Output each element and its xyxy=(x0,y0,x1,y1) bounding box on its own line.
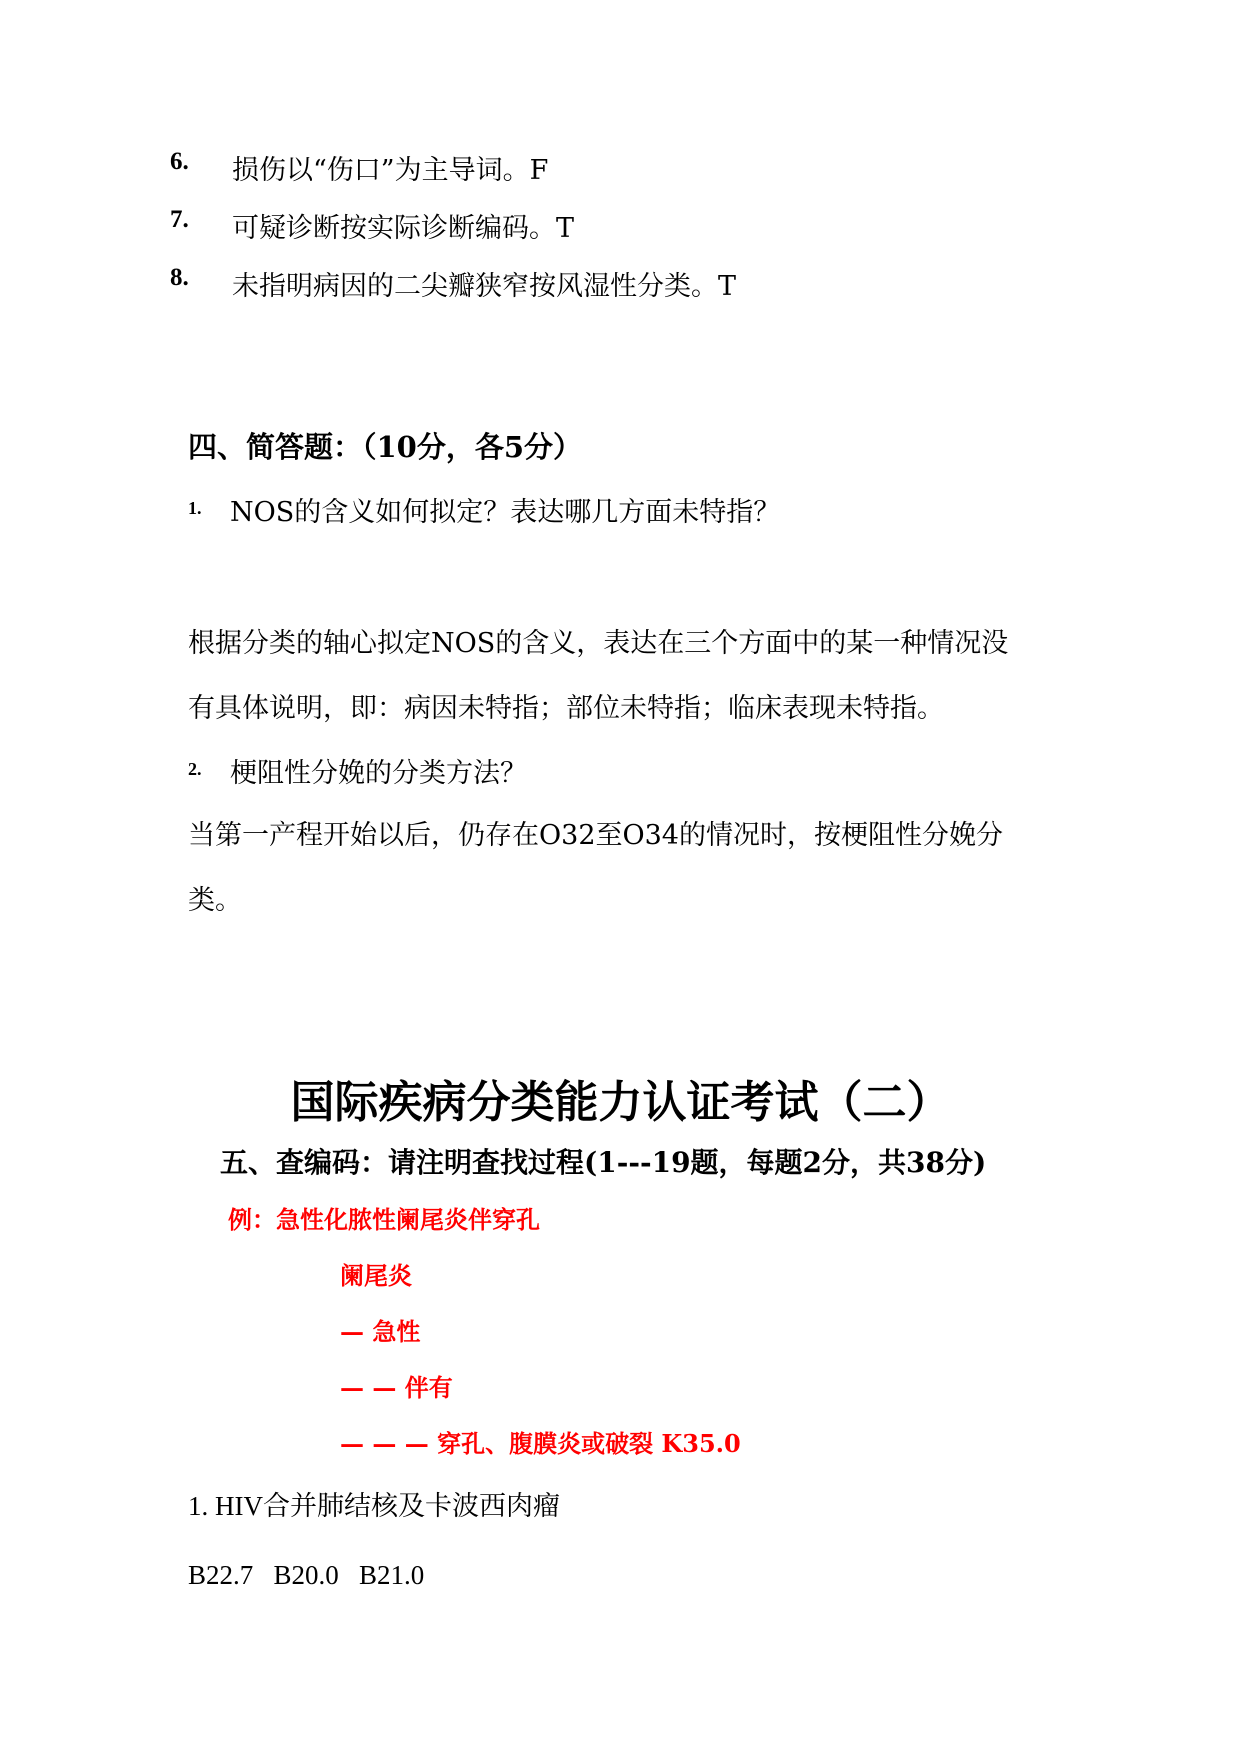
item-number: 7. xyxy=(170,206,189,233)
example-label: 例：急性化脓性阑尾炎伴穿孔 xyxy=(228,1205,540,1234)
question-1 xyxy=(188,490,988,526)
example-step-4: — — — 穿孔、腹膜炎或破裂 K35.0 xyxy=(340,1429,741,1458)
tf-item-7 xyxy=(170,206,970,242)
section-4-heading: 四、简答题：（10分，各5分） xyxy=(188,430,583,464)
item-text: 未指明病因的二尖瓣狭窄按风湿性分类。T xyxy=(232,271,737,302)
question-prefix: 1. HIV xyxy=(188,1491,263,1521)
answer-2-line-2: 类。 xyxy=(188,885,242,916)
question-number: 2. xyxy=(188,759,202,779)
tf-item-8 xyxy=(170,264,970,300)
code-answer-1: B22.7 B20.0 B21.0 xyxy=(188,1560,425,1590)
code-question-1 xyxy=(188,1484,560,1523)
item-text: 损伤以“伤口”为主导词。F xyxy=(232,155,549,186)
section-5-heading: 五、查编码：请注明查找过程(1---19题，每题2分，共38分) xyxy=(220,1146,987,1179)
item-number: 6. xyxy=(170,148,189,175)
question-text: 梗阻性分娩的分类方法？ xyxy=(230,758,527,789)
item-number: 8. xyxy=(170,264,189,291)
question-text: 合并肺结核及卡波西肉瘤 xyxy=(263,1491,560,1522)
tf-item-6 xyxy=(170,148,970,184)
question-2 xyxy=(188,751,988,787)
question-text: NOS的含义如何拟定？表达哪几方面未特指？ xyxy=(230,497,781,528)
answer-1-line-2: 有具体说明，即：病因未特指；部位未特指；临床表现未特指。 xyxy=(188,693,944,724)
answer-2-line-1: 当第一产程开始以后，仍存在O32至O34的情况时，按梗阻性分娩分 xyxy=(188,820,1003,851)
item-text: 可疑诊断按实际诊断编码。T xyxy=(232,213,575,244)
question-number: 1. xyxy=(188,498,202,518)
example-step-3: — — 伴有 xyxy=(340,1373,453,1402)
example-step-2: — 急性 xyxy=(340,1317,421,1346)
answer-1-line-1: 根据分类的轴心拟定NOS的含义，表达在三个方面中的某一种情况没 xyxy=(188,628,1009,659)
exam-title: 国际疾病分类能力认证考试（二） xyxy=(290,1077,951,1128)
example-step-1: 阑尾炎 xyxy=(340,1261,412,1290)
